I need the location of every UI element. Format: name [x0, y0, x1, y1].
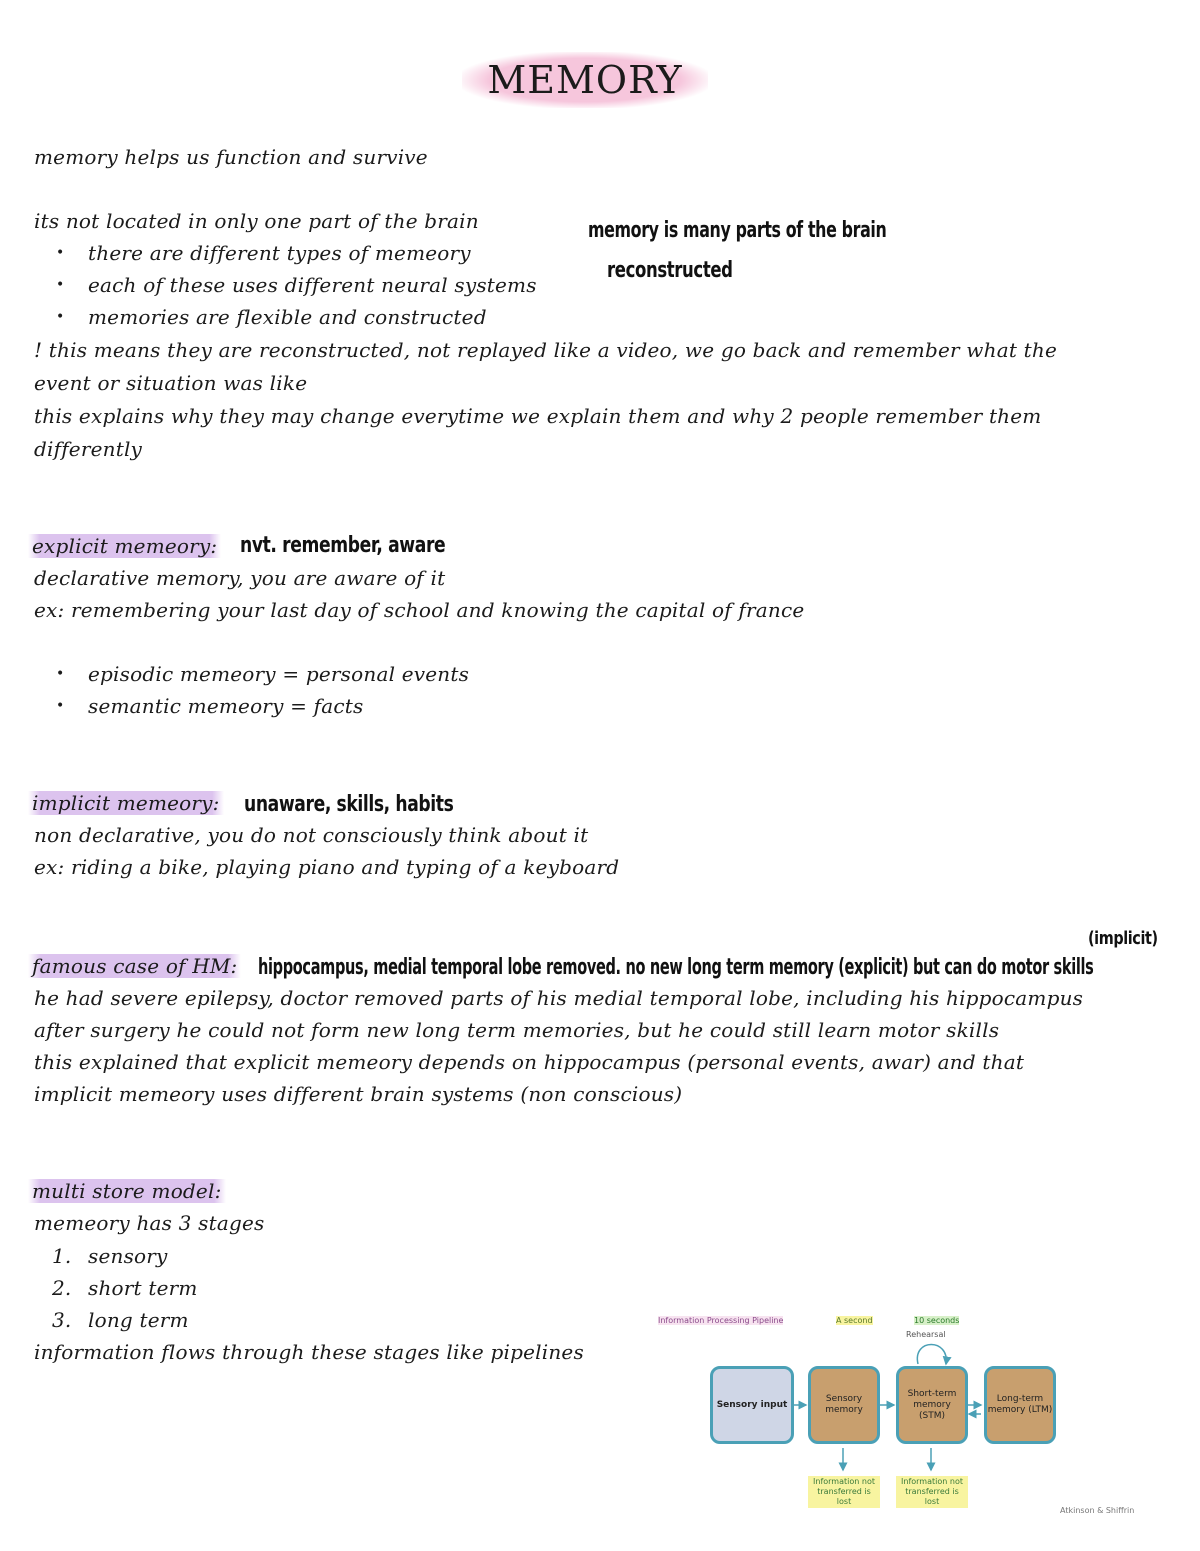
handwritten-note: hippocampus, medial temporal lobe removed. no new long term memory (explicit) but can do motor skills: [258, 955, 1094, 980]
diagram-credit: Atkinson & Shiffrin: [1060, 1506, 1135, 1515]
list-item: 1. sensory: [52, 1244, 168, 1268]
rehearsal-loop-arrow: [917, 1345, 946, 1365]
section-heading: [34, 787, 224, 819]
list-item: • each of these uses different neural systems: [88, 269, 537, 301]
handwritten-note: reconstructed: [607, 258, 733, 283]
paragraph-line: ex: riding a bike, playing piano and typing of a keyboard: [34, 855, 620, 879]
paragraph-line: non declarative, you do not consciously think about it: [34, 823, 589, 847]
lost-label: Information not transferred is lost: [896, 1476, 968, 1508]
list-item: 2. short term: [52, 1276, 198, 1300]
diagram-tag: A second: [836, 1316, 873, 1325]
paragraph-line: ex: remembering your last day of school and knowing the capital of france: [34, 598, 805, 622]
list-item: • there are different types of memeory: [88, 237, 471, 269]
paragraph-line: information flows through these stages like pipelines: [34, 1340, 584, 1364]
short-term-memory-box: Short-term memory (STM): [896, 1366, 968, 1444]
page-title: MEMORY: [462, 52, 708, 108]
diagram-tag: 10 seconds: [914, 1316, 960, 1325]
section-heading: [34, 530, 221, 562]
hm-label: famous case of HM:: [28, 954, 241, 978]
sensory-input-box: Sensory input: [710, 1366, 794, 1444]
paragraph-line: this explains why they may change everytime we explain them and why 2 people remember them: [34, 404, 1042, 428]
implicit-label: implicit memeory:: [28, 791, 224, 815]
section-heading: [34, 1175, 226, 1207]
handwritten-note: nvt. remember, aware: [240, 533, 446, 558]
paragraph-line: event or situation was like: [34, 371, 308, 395]
paragraph-line: he had severe epilepsy, doctor removed parts of his medial temporal lobe, including his hippocampus: [34, 986, 1084, 1010]
explicit-label: explicit memeory:: [28, 534, 221, 558]
paragraph-line: declarative memory, you are aware of it: [34, 566, 446, 590]
list-item: 3. long term: [52, 1308, 189, 1332]
list-item: • memories are flexible and constructed: [88, 301, 487, 333]
paragraph-line: differently: [34, 437, 143, 461]
lost-label: Information not transferred is lost: [808, 1476, 880, 1508]
rehearsal-label: Rehearsal: [906, 1330, 946, 1339]
paragraph-line: this explained that explicit memeory depends on hippocampus (personal events, awar) and that: [34, 1050, 1025, 1074]
multi-store-diagram: [650, 1310, 1150, 1520]
msm-label: multi store model:: [28, 1179, 226, 1203]
paragraph-line: after surgery he could not form new long term memories, but he could still learn motor skills: [34, 1018, 1000, 1042]
intro-line: memory helps us function and survive: [34, 145, 428, 169]
sensory-memory-box: Sensory memory: [808, 1366, 880, 1444]
paragraph-line: ! this means they are reconstructed, not replayed like a video, we go back and remember what the: [34, 338, 1057, 362]
paragraph-line: memeory has 3 stages: [34, 1211, 265, 1235]
handwritten-note: memory is many parts of the brain: [588, 218, 887, 243]
handwritten-note: unaware, skills, habits: [244, 792, 454, 817]
long-term-memory-box: Long-term memory (LTM): [984, 1366, 1056, 1444]
list-item: • episodic memeory = personal events: [88, 658, 469, 690]
paragraph-line: implicit memeory uses different brain systems (non conscious): [34, 1082, 683, 1106]
list-item: • semantic memeory = facts: [88, 690, 363, 722]
handwritten-note: (implicit): [1088, 928, 1158, 949]
intro-line: its not located in only one part of the brain: [34, 209, 479, 233]
section-heading: [34, 950, 241, 982]
diagram-header: Information Processing Pipeline: [658, 1316, 784, 1325]
